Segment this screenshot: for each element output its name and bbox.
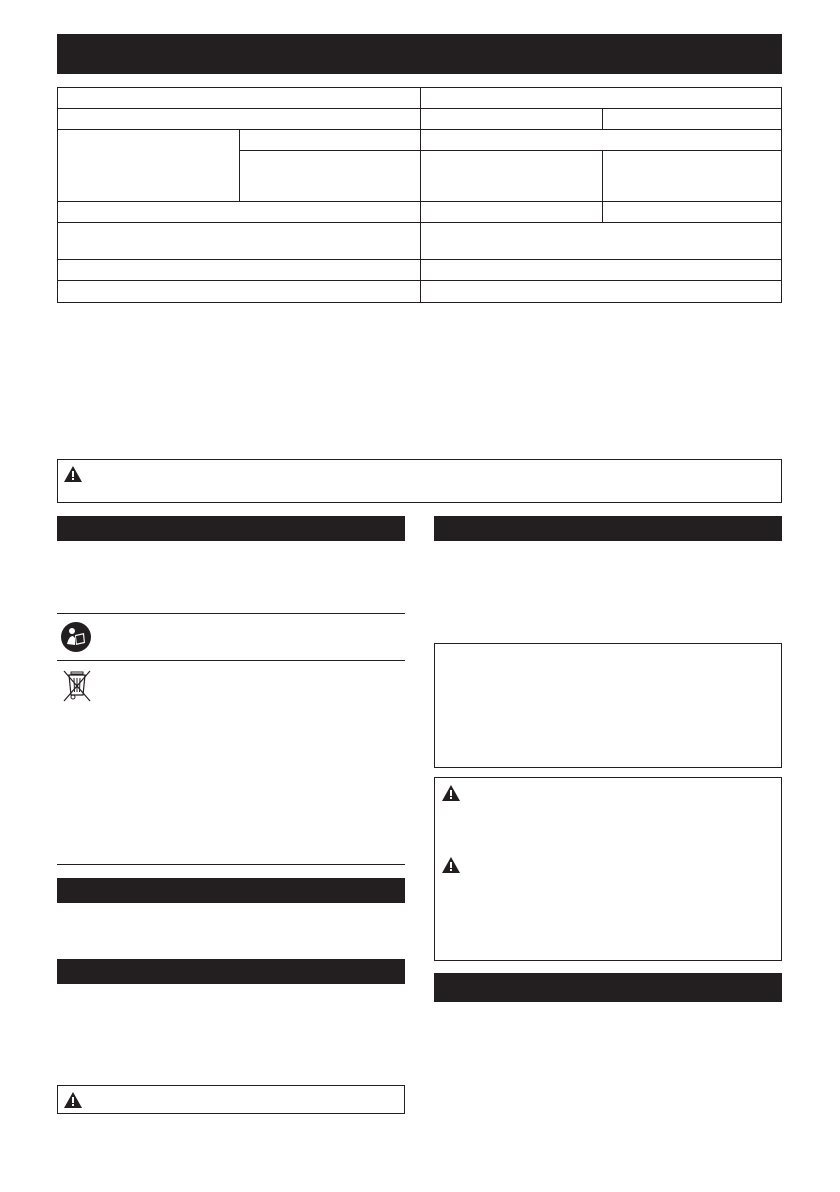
symbol-divider — [57, 864, 405, 865]
section-header-bar — [57, 878, 405, 903]
crossed-out-wheeled-bin-icon — [63, 668, 91, 704]
section-header-bar — [57, 516, 405, 541]
general-warning-box — [57, 459, 782, 503]
symbol-divider — [57, 613, 405, 614]
warning-triangle-icon — [442, 857, 460, 873]
read-manual-icon — [61, 622, 91, 652]
warning-triangle-icon — [64, 466, 82, 482]
notice-box — [434, 643, 782, 768]
symbol-divider — [57, 660, 405, 661]
warning-box — [434, 777, 782, 961]
page-title-bar — [57, 34, 782, 74]
warning-triangle-icon — [64, 1092, 82, 1108]
table-column-divider — [602, 108, 603, 129]
section-header-bar — [434, 973, 782, 1002]
table-column-divider — [420, 87, 421, 303]
warning-triangle-icon — [442, 785, 460, 801]
table-row-divider — [239, 150, 782, 151]
warning-box — [57, 1085, 405, 1114]
section-header-bar — [57, 959, 405, 984]
table-column-divider — [239, 129, 240, 201]
table-column-divider — [602, 150, 603, 201]
section-header-bar — [434, 516, 782, 541]
table-column-divider — [602, 201, 603, 222]
